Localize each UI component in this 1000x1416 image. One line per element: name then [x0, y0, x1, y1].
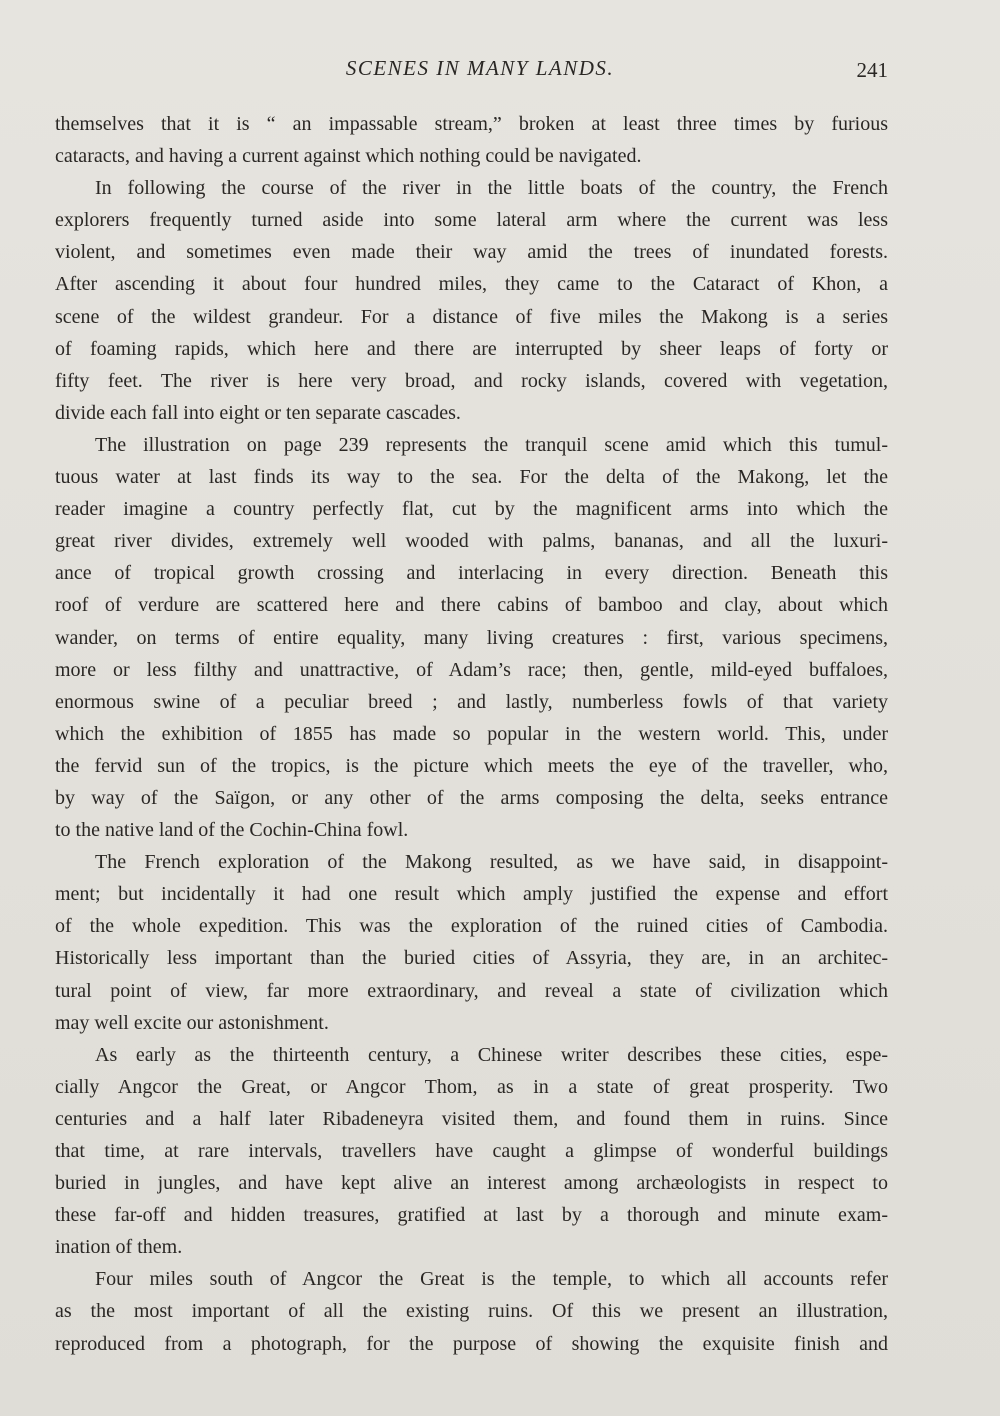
text-line: of the whole expedition. This was the exploration of the ruined cities of Cambodia. [55, 915, 888, 938]
text-line: as the most important of all the existing ruins. Of this we present an illustration, [55, 1300, 888, 1323]
text-line: these far-off and hidden treasures, gratified at last by a thorough and minute exam- [55, 1204, 888, 1227]
text-line: ination of them. [55, 1236, 183, 1259]
text-line: to the native land of the Cochin-China fowl. [55, 819, 409, 842]
body-text [55, 108, 888, 1360]
text-line: enormous swine of a peculiar breed ; and lastly, numberless fowls of that variety [55, 690, 888, 713]
text-line: In following the course of the river in the little boats of the country, the French [95, 177, 888, 200]
text-line: of foaming rapids, which here and there are interrupted by sheer leaps of forty or [55, 337, 888, 360]
text-line: by way of the Saïgon, or any other of the arms composing the delta, seeks entrance [55, 786, 888, 809]
running-title: SCENES IN MANY LANDS. [345, 56, 615, 80]
text-line: The French exploration of the Makong resulted, as we have said, in disappoint- [95, 851, 888, 874]
text-line: scene of the wildest grandeur. For a distance of five miles the Makong is a series [55, 305, 888, 328]
text-line: reader imagine a country perfectly flat, cut by the magnificent arms into which the [55, 498, 888, 521]
text-line: the fervid sun of the tropics, is the picture which meets the eye of the traveller, who, [55, 754, 888, 777]
text-line: The illustration on page 239 represents the tranquil scene amid which this tumul- [95, 433, 888, 456]
text-line: tural point of view, far more extraordinary, and reveal a state of civilization which [55, 979, 888, 1002]
text-line: violent, and sometimes even made their way amid the trees of inundated forests. [55, 241, 888, 264]
text-line: tuous water at last finds its way to the sea. For the delta of the Makong, let the [55, 466, 888, 489]
text-line: cataracts, and having a current against which nothing could be navigated. [55, 145, 642, 168]
text-line: fifty feet. The river is here very broad, and rocky islands, covered with vegetation, [55, 369, 888, 392]
text-line: As early as the thirteenth century, a Chinese writer describes these cities, espe- [95, 1043, 888, 1066]
text-line: ance of tropical growth crossing and interlacing in every direction. Beneath this [55, 562, 888, 585]
running-head [0, 54, 1000, 86]
text-line: Historically less important than the buried cities of Assyria, they are, in an architec- [55, 947, 888, 970]
text-line: roof of verdure are scattered here and there cabins of bamboo and clay, about which [55, 594, 888, 617]
text-line: that time, at rare intervals, travellers have caught a glimpse of wonderful buildings [55, 1140, 888, 1162]
text-line: After ascending it about four hundred miles, they came to the Cataract of Khon, a [55, 273, 888, 296]
text-line: buried in jungles, and have kept alive an interest among archæologists in respect to [55, 1172, 888, 1195]
text-line: ment; but incidentally it had one result which amply justified the expense and effort [55, 883, 888, 906]
text-line: wander, on terms of entire equality, many living creatures : first, various specimens, [55, 626, 888, 649]
text-line: themselves that it is “ an impassable stream,” broken at least three times by furious [55, 113, 888, 135]
text-line: may well excite our astonishment. [55, 1011, 329, 1034]
text-line: great river divides, extremely well wooded with palms, bananas, and all the luxuri- [55, 530, 888, 553]
text-line: more or less filthy and unattractive, of Adam’s race; then, gentle, mild-eyed buffaloes, [55, 658, 888, 681]
text-line: which the exhibition of 1855 has made so popular in the western world. This, under [55, 722, 888, 745]
text-line: reproduced from a photograph, for the purpose of showing the exquisite finish and [55, 1332, 888, 1355]
text-line: cially Angcor the Great, or Angcor Thom, as in a state of great prosperity. Two [55, 1075, 888, 1098]
text-line: explorers frequently turned aside into some lateral arm where the current was less [55, 209, 888, 232]
page-number: 241 [856, 58, 888, 82]
text-line: Four miles south of Angcor the Great is the temple, to which all accounts refer [95, 1268, 888, 1291]
text-line: centuries and a half later Ribadeneyra visited them, and found them in ruins. Since [55, 1107, 888, 1130]
text-line: divide each fall into eight or ten separate cascades. [55, 401, 461, 424]
